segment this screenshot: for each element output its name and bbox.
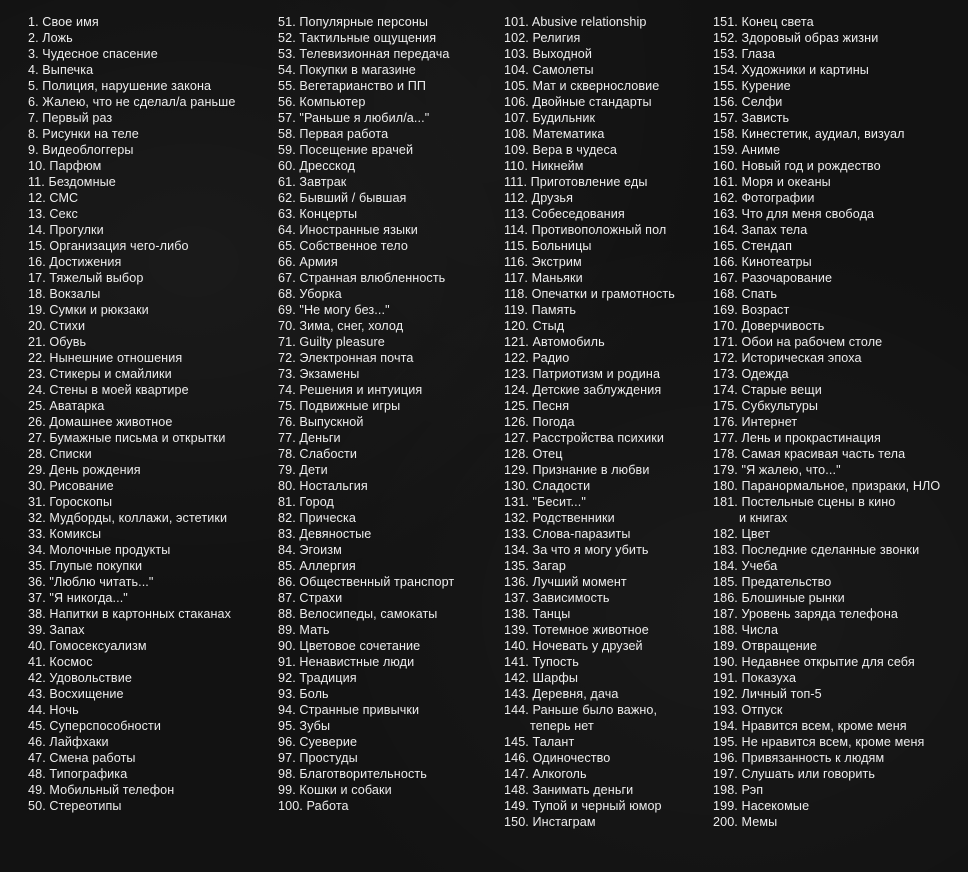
list-item: 17. Тяжелый выбор <box>28 271 144 285</box>
list-item: 192. Личный топ-5 <box>713 687 822 701</box>
list-item: 119. Память <box>504 303 577 317</box>
list-item: 46. Лайфхаки <box>28 735 109 749</box>
list-item: 80. Ностальгия <box>278 479 368 493</box>
topics-column-3 <box>504 14 704 830</box>
list-item: 183. Последние сделанные звонки <box>713 543 920 557</box>
list-item: 6. Жалею, что не сделал/а раньше <box>28 95 236 109</box>
list-item: 43. Восхищение <box>28 687 124 701</box>
list-item: 21. Обувь <box>28 335 87 349</box>
list-item: 148. Занимать деньги <box>504 783 634 797</box>
list-item: 67. Странная влюбленность <box>278 271 446 285</box>
list-item: 180. Паранормальное, призраки, НЛО <box>713 479 941 493</box>
list-item: 36. "Люблю читать..." <box>28 575 154 589</box>
list-item: 35. Глупые покупки <box>28 559 143 573</box>
list-item: 195. Не нравится всем, кроме меня <box>713 735 925 749</box>
list-item: 175. Субкультуры <box>713 399 819 413</box>
list-item: 111. Приготовление еды <box>504 175 648 189</box>
list-item: 151. Конец света <box>713 15 814 29</box>
list-item: 200. Мемы <box>713 815 778 829</box>
list-item: 135. Загар <box>504 559 566 573</box>
list-item: 70. Зима, снег, холод <box>278 319 404 333</box>
list-item: 44. Ночь <box>28 703 79 717</box>
list-item: 114. Противоположный пол <box>504 223 667 237</box>
list-item: 75. Подвижные игры <box>278 399 401 413</box>
list-item: 2. Ложь <box>28 31 73 45</box>
list-item: 140. Ночевать у друзей <box>504 639 643 653</box>
list-item: 174. Старые вещи <box>713 383 822 397</box>
list-item: 55. Вегетарианство и ПП <box>278 79 426 93</box>
list-item: 142. Шарфы <box>504 671 578 685</box>
list-item: 52. Тактильные ощущения <box>278 31 437 45</box>
list-item: 149. Тупой и черный юмор <box>504 799 662 813</box>
list-item: 199. Насекомые <box>713 799 810 813</box>
list-item: 197. Слушать или говорить <box>713 767 876 781</box>
list-item-text-continued: теперь нет <box>530 719 594 733</box>
list-item: 32. Мудборды, коллажи, эстетики <box>28 511 228 525</box>
list-item: 97. Простуды <box>278 751 358 765</box>
list-item: 50. Стереотипы <box>28 799 122 813</box>
list-item: 47. Смена работы <box>28 751 136 765</box>
list-item: 31. Гороскопы <box>28 495 113 509</box>
list-item: 112. Друзья <box>504 191 574 205</box>
list-item: 56. Компьютер <box>278 95 366 109</box>
list-item: 127. Расстройства психики <box>504 431 665 445</box>
list-item: 169. Возраст <box>713 303 790 317</box>
list-item: 27. Бумажные письма и открытки <box>28 431 226 445</box>
list-item: 59. Посещение врачей <box>278 143 414 157</box>
list-item: 30. Рисование <box>28 479 114 493</box>
list-item: 165. Стендап <box>713 239 793 253</box>
list-item: 69. "Не могу без..." <box>278 303 390 317</box>
list-item: 110. Никнейм <box>504 159 584 173</box>
list-item: 1. Свое имя <box>28 15 99 29</box>
list-item: 185. Предательство <box>713 575 832 589</box>
list-item: 198. Рэп <box>713 783 764 797</box>
list-item: 25. Аватарка <box>28 399 105 413</box>
list-item: 167. Разочарование <box>713 271 833 285</box>
list-item: 123. Патриотизм и родина <box>504 367 661 381</box>
list-item: 182. Цвет <box>713 527 771 541</box>
list-item: 42. Удовольствие <box>28 671 132 685</box>
list-item: 179. "Я жалею, что..." <box>713 463 841 477</box>
list-item: 102. Религия <box>504 31 581 45</box>
list-item: 73. Экзамены <box>278 367 360 381</box>
list-item: 130. Сладости <box>504 479 591 493</box>
list-item: 95. Зубы <box>278 719 331 733</box>
list-item: 14. Прогулки <box>28 223 104 237</box>
list-item: 136. Лучший момент <box>504 575 627 589</box>
list-item: 61. Завтрак <box>278 175 347 189</box>
list-item: 161. Моря и океаны <box>713 175 831 189</box>
list-item-text: 181. Постельные сцены в кино <box>713 495 896 509</box>
list-item: 49. Мобильный телефон <box>28 783 175 797</box>
list-item: 39. Запах <box>28 623 85 637</box>
list-item: 22. Нынешние отношения <box>28 351 183 365</box>
list-item: 116. Экстрим <box>504 255 582 269</box>
list-item: 132. Родственники <box>504 511 615 525</box>
list-item: 72. Электронная почта <box>278 351 414 365</box>
list-item: 155. Курение <box>713 79 791 93</box>
list-item: 150. Инстаграм <box>504 815 596 829</box>
list-item: 166. Кинотеатры <box>713 255 812 269</box>
list-item: 171. Обои на рабочем столе <box>713 335 883 349</box>
list-item: 15. Организация чего-либо <box>28 239 189 253</box>
list-item: 186. Блошиные рынки <box>713 591 845 605</box>
list-item <box>504 702 704 734</box>
list-item: 141. Тупость <box>504 655 579 669</box>
list-item-text-continued: и книгах <box>739 511 788 525</box>
list-item: 126. Погода <box>504 415 575 429</box>
list-item: 131. "Бесит..." <box>504 495 586 509</box>
list-item: 34. Молочные продукты <box>28 543 171 557</box>
list-item: 54. Покупки в магазине <box>278 63 416 77</box>
list-item: 122. Радио <box>504 351 570 365</box>
list-item: 40. Гомосексуализм <box>28 639 147 653</box>
list-item: 176. Интернет <box>713 415 798 429</box>
list-item: 24. Стены в моей квартире <box>28 383 189 397</box>
list-item: 94. Странные привычки <box>278 703 420 717</box>
list-item: 162. Фотографии <box>713 191 815 205</box>
list-item: 26. Домашнее животное <box>28 415 173 429</box>
list-item: 107. Будильник <box>504 111 596 125</box>
list-item: 82. Прическа <box>278 511 356 525</box>
list-item: 124. Детские заблуждения <box>504 383 662 397</box>
list-item: 5. Полиция, нарушение закона <box>28 79 212 93</box>
list-item: 157. Зависть <box>713 111 790 125</box>
list-item: 105. Мат и сквернословие <box>504 79 660 93</box>
list-item: 91. Ненавистные люди <box>278 655 415 669</box>
list-item: 196. Привязанность к людям <box>713 751 885 765</box>
list-item: 71. Guilty pleasure <box>278 335 385 349</box>
list-item: 108. Математика <box>504 127 605 141</box>
list-item: 134. За что я могу убить <box>504 543 649 557</box>
topics-column-2 <box>278 14 498 814</box>
list-item: 11. Бездомные <box>28 175 116 189</box>
list-item: 3. Чудесное спасение <box>28 47 158 61</box>
list-item: 147. Алкоголь <box>504 767 587 781</box>
list-item: 87. Страхи <box>278 591 343 605</box>
list-item: 137. Зависимость <box>504 591 610 605</box>
list-item: 170. Доверчивость <box>713 319 825 333</box>
list-item: 16. Достижения <box>28 255 122 269</box>
list-item: 98. Благотворительность <box>278 767 427 781</box>
list-item: 62. Бывший / бывшая <box>278 191 407 205</box>
list-item: 45. Суперспособности <box>28 719 162 733</box>
list-item: 66. Армия <box>278 255 338 269</box>
list-item: 19. Сумки и рюкзаки <box>28 303 149 317</box>
list-item: 177. Лень и прокрастинация <box>713 431 881 445</box>
list-item: 99. Кошки и собаки <box>278 783 392 797</box>
list-item: 194. Нравится всем, кроме меня <box>713 719 907 733</box>
list-item: 145. Талант <box>504 735 575 749</box>
list-item-text: 144. Раньше было важно, <box>504 703 658 717</box>
list-item: 160. Новый год и рождество <box>713 159 881 173</box>
list-item: 78. Слабости <box>278 447 357 461</box>
topics-column-1 <box>28 14 253 814</box>
list-item: 139. Тотемное животное <box>504 623 649 637</box>
list-item: 84. Эгоизм <box>278 543 342 557</box>
list-item: 117. Маньяки <box>504 271 583 285</box>
list-item: 33. Комиксы <box>28 527 102 541</box>
list-item: 41. Космос <box>28 655 93 669</box>
list-item: 58. Первая работа <box>278 127 389 141</box>
list-item: 100. Работа <box>278 799 349 813</box>
list-item: 163. Что для меня свобода <box>713 207 875 221</box>
list-item: 96. Суеверие <box>278 735 358 749</box>
topics-column-4 <box>713 14 953 830</box>
list-item: 154. Художники и картины <box>713 63 869 77</box>
list-item: 138. Танцы <box>504 607 571 621</box>
list-item: 92. Традиция <box>278 671 357 685</box>
list-item: 115. Больницы <box>504 239 592 253</box>
list-item: 38. Напитки в картонных стаканах <box>28 607 232 621</box>
list-item: 65. Собственное тело <box>278 239 408 253</box>
list-item: 28. Списки <box>28 447 92 461</box>
list-item: 37. "Я никогда..." <box>28 591 128 605</box>
list-item: 53. Телевизионная передача <box>278 47 450 61</box>
list-item: 129. Признание в любви <box>504 463 650 477</box>
list-item: 156. Селфи <box>713 95 783 109</box>
list-item: 159. Аниме <box>713 143 781 157</box>
list-item: 101. Abusive relationship <box>504 15 647 29</box>
list-item: 20. Стихи <box>28 319 86 333</box>
list-item: 191. Показуха <box>713 671 797 685</box>
list-item: 9. Видеоблоггеры <box>28 143 134 157</box>
list-item: 79. Дети <box>278 463 328 477</box>
list-item: 120. Стыд <box>504 319 565 333</box>
list-item: 51. Популярные персоны <box>278 15 429 29</box>
list-item: 153. Глаза <box>713 47 776 61</box>
list-item: 164. Запах тела <box>713 223 808 237</box>
list-item: 184. Учеба <box>713 559 778 573</box>
list-item: 188. Числа <box>713 623 779 637</box>
list-item: 172. Историческая эпоха <box>713 351 862 365</box>
list-item: 193. Отпуск <box>713 703 783 717</box>
list-item <box>713 494 953 526</box>
list-item: 12. СМС <box>28 191 79 205</box>
list-item: 118. Опечатки и грамотность <box>504 287 675 301</box>
list-item: 81. Город <box>278 495 334 509</box>
list-item: 13. Секс <box>28 207 78 221</box>
list-item: 74. Решения и интуиция <box>278 383 423 397</box>
list-item: 158. Кинестетик, аудиал, визуал <box>713 127 905 141</box>
list-item: 128. Отец <box>504 447 563 461</box>
list-item: 29. День рождения <box>28 463 141 477</box>
list-item: 8. Рисунки на теле <box>28 127 139 141</box>
list-item: 133. Слова-паразиты <box>504 527 631 541</box>
list-item: 85. Аллергия <box>278 559 356 573</box>
list-item: 7. Первый раз <box>28 111 113 125</box>
list-item: 106. Двойные стандарты <box>504 95 652 109</box>
list-item: 4. Выпечка <box>28 63 94 77</box>
list-item: 187. Уровень заряда телефона <box>713 607 899 621</box>
list-item: 113. Собеседования <box>504 207 625 221</box>
list-item: 10. Парфюм <box>28 159 102 173</box>
list-item: 88. Велосипеды, самокаты <box>278 607 438 621</box>
list-item: 143. Деревня, дача <box>504 687 619 701</box>
list-item: 23. Стикеры и смайлики <box>28 367 172 381</box>
list-item: 83. Девяностые <box>278 527 372 541</box>
list-item: 64. Иностранные языки <box>278 223 418 237</box>
list-item: 190. Недавнее открытие для себя <box>713 655 915 669</box>
list-item: 86. Общественный транспорт <box>278 575 455 589</box>
list-item: 68. Уборка <box>278 287 342 301</box>
list-item: 103. Выходной <box>504 47 592 61</box>
list-item: 18. Вокзалы <box>28 287 101 301</box>
list-item: 104. Самолеты <box>504 63 594 77</box>
list-item: 178. Самая красивая часть тела <box>713 447 906 461</box>
list-item: 146. Одиночество <box>504 751 611 765</box>
list-item: 89. Мать <box>278 623 330 637</box>
list-item: 76. Выпускной <box>278 415 364 429</box>
list-item: 90. Цветовое сочетание <box>278 639 421 653</box>
list-item: 63. Концерты <box>278 207 358 221</box>
list-item: 152. Здоровый образ жизни <box>713 31 879 45</box>
list-item: 48. Типографика <box>28 767 128 781</box>
list-item: 57. "Раньше я любил/а..." <box>278 111 430 125</box>
list-item: 60. Дресскод <box>278 159 356 173</box>
list-item: 121. Автомобиль <box>504 335 605 349</box>
list-item: 77. Деньги <box>278 431 341 445</box>
list-item: 189. Отвращение <box>713 639 817 653</box>
list-item: 168. Спать <box>713 287 777 301</box>
list-item: 109. Вера в чудеса <box>504 143 618 157</box>
list-item: 125. Песня <box>504 399 570 413</box>
list-item: 93. Боль <box>278 687 329 701</box>
list-item: 173. Одежда <box>713 367 789 381</box>
